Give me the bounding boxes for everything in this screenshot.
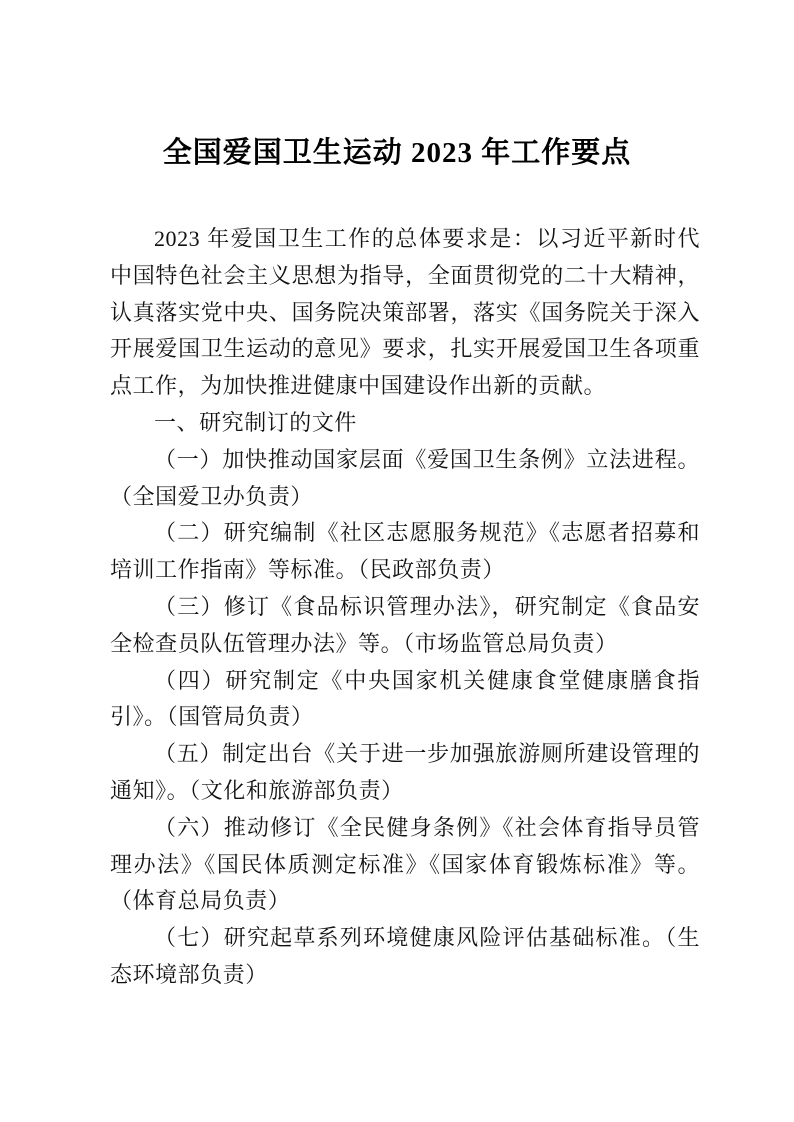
document-body (110, 221, 700, 994)
item-3: （三）修订《食品标识管理办法》，研究制定《食品安全检查员队伍管理办法》等。（市场监管总局负责） (110, 593, 700, 656)
document-title: 全国爱国卫生运动 2023 年工作要点 (162, 137, 632, 169)
item-2: （二）研究编制《社区志愿服务规范》《志愿者招募和培训工作指南》等标准。（民政部负责） (110, 520, 700, 583)
item-1: （一）加快推动国家层面《爱国卫生条例》立法进程。（全国爱卫办负责） (110, 446, 700, 509)
item-4: （四）研究制定《中央国家机关健康食堂健康膳食指引》。（国管局负责） (110, 667, 700, 730)
item-5: （五）制定出台《关于进一步加强旅游厕所建设管理的通知》。（文化和旅游部负责） (110, 741, 700, 803)
item-6: （六）推动修订《全民健身条例》《社会体育指导员管理办法》《国民体质测定标准》《国家体育锻炼标准》等。（体育总局负责） (110, 814, 700, 914)
item-7: （七）研究起草系列环境健康风险评估基础标准。（生态环境部负责） (110, 925, 700, 987)
paragraph-overview: 2023 年爱国卫生工作的总体要求是：以习近平新时代中国特色社会主义思想为指导，全面贯彻党的二十大精神，认真落实党中央、国务院决策部署，落实《国务院关于深入开展爱国卫生运动的意见》要求，扎实开展爱国卫生各项重点工作，为加快推进健康中国建设作出新的贡献。 (110, 226, 700, 399)
section-1-heading: 一、研究制订的文件 (154, 409, 357, 435)
